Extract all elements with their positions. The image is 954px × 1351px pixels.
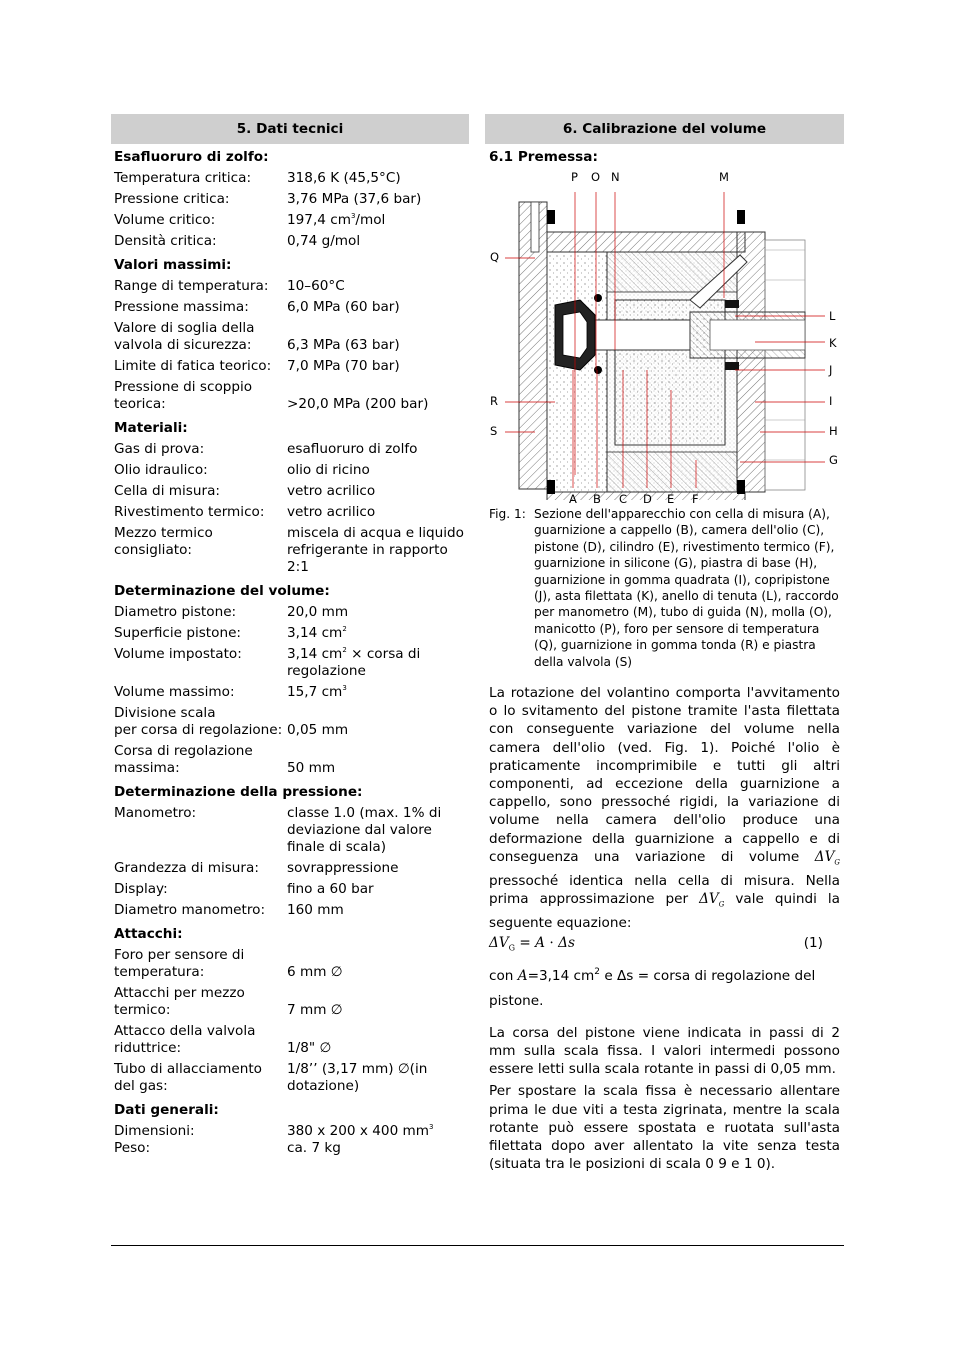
spec-key: Tubo di allacciamento del gas: [114, 1061, 262, 1094]
figure-label-n: N [611, 170, 620, 184]
spec-key: Divisione scala per corsa di regolazione: [114, 705, 283, 738]
subsection-heading: 6.1 Premessa: [489, 149, 598, 165]
paragraph-text: La rotazione del volantino comporta l'avvitamento o lo svitamento del pistone tramite l'asta filettata con conseguente variazione del volume nella camera dell'olio (ved. Fig. 1). Poiché l'olio è praticamente incomprimibile e tutti gli altri componenti, ad eccezione della guarnizione a cappello, sono pressoché rigidi, la variazione di volume nella camera dell'olio produce una deformazione della guarnizione a cappello e di conseguenza una variazione di volume [489, 685, 840, 865]
spec-row [111, 523, 469, 578]
figure-label-j: J [829, 363, 833, 377]
figure-label-g: G [829, 453, 838, 467]
spec-key: Densità critica: [114, 233, 217, 249]
spec-value: 6,0 MPa (60 bar) [287, 299, 400, 315]
spec-row [111, 1059, 469, 1097]
figure-label-m: M [719, 170, 729, 184]
spec-value: sovrappressione [287, 860, 399, 876]
figure-label-h: H [829, 424, 838, 438]
figure-label-a: A [569, 492, 577, 506]
spec-value: 1/8" ∅ [287, 1040, 332, 1056]
spec-section-title: Attacchi: [114, 926, 183, 942]
figure-label-l: L [829, 309, 836, 323]
figure-caption [489, 506, 844, 670]
spec-value: 6 mm ∅ [287, 964, 343, 980]
equation-1 [489, 932, 823, 960]
spec-section-title: Determinazione del volume: [114, 583, 330, 599]
figure-label-i: I [829, 394, 833, 408]
spec-key: Corsa di regolazione massima: [114, 743, 253, 776]
spec-key: Pressione di scoppio teorica: [114, 379, 253, 412]
spec-row [111, 297, 469, 318]
figure-label-s: S [490, 424, 498, 438]
spec-key: Mezzo termico consigliato: [114, 525, 213, 558]
spec-row [111, 703, 469, 741]
equation-explanation: con A=3,14 $cm^2$ e Δs = corsa di regolazione del pistone. [489, 966, 816, 1009]
spec-row [111, 168, 469, 189]
spec-key: Pressione critica: [114, 191, 230, 207]
spec-row [111, 983, 469, 1021]
spec-section-title: Determinazione della pressione: [114, 784, 363, 800]
spec-table [111, 803, 469, 921]
footer-rule [111, 1245, 844, 1246]
spec-value: 3,14 $cm^2$ × corsa di regolazione [287, 646, 421, 679]
spec-key: Limite di fatica teorico: [114, 358, 272, 374]
spec-key: Volume impostato: [114, 646, 242, 662]
spec-value: 3,76 MPa (37,6 bar) [287, 191, 422, 207]
spec-key: Olio idraulico: [114, 462, 208, 478]
spec-table [111, 1121, 469, 1159]
spec-value: 20,0 mm [287, 604, 349, 620]
spec-row [111, 945, 469, 983]
figure-label-p: P [571, 170, 578, 184]
technical-data-column [111, 114, 469, 1159]
spec-value: classe 1.0 (max. 1% di deviazione dal valore finale di scala) [287, 805, 442, 855]
spec-section-title: Materiali: [114, 420, 188, 436]
figure-label-b: B [593, 492, 601, 506]
equation-number: (1) [803, 935, 823, 952]
spec-value: 7,0 MPa (70 bar) [287, 358, 400, 374]
figure-label-r: R [490, 394, 498, 408]
spec-row [111, 741, 469, 779]
spec-key: Volume massimo: [114, 684, 235, 700]
spec-row [111, 189, 469, 210]
spec-section-title: Esafluoruro di zolfo: [114, 149, 269, 165]
spec-value: esafluoruro di zolfo [287, 441, 418, 457]
spec-key: Rivestimento termico: [114, 504, 265, 520]
section-heading-volume-calibration: 6. Calibrazione del volume [485, 114, 844, 144]
spec-value: 15,7 $cm^3$ [287, 684, 347, 700]
delta-vg-symbol: $\Delta V_G$ [814, 848, 840, 867]
spec-row [111, 356, 469, 377]
spec-value: >20,0 MPa (200 bar) [287, 396, 429, 412]
spec-value: 0,05 mm [287, 722, 349, 738]
paragraph-piston-rotation [489, 684, 840, 932]
spec-key: Attacchi per mezzo termico: [114, 985, 245, 1018]
spec-row [111, 276, 469, 297]
figure-caption-label: Fig. 1: [489, 507, 526, 521]
spec-row [111, 1121, 469, 1159]
spec-row [111, 460, 469, 481]
spec-row [111, 502, 469, 523]
spec-row [111, 644, 469, 682]
figure-label-f: F [692, 492, 699, 506]
cross-section-drawing [485, 170, 844, 500]
spec-table [111, 439, 469, 578]
spec-row [111, 210, 469, 231]
spec-value: 318,6 K (45,5°C) [287, 170, 401, 186]
equation-formula: $\Delta V_G = A \cdot \Delta s$ [489, 935, 575, 953]
figure-label-c: C [619, 492, 628, 506]
figure-label-k: K [829, 336, 837, 350]
figure-caption-text: Sezione dell'apparecchio con cella di misura (A), guarnizione a cappello (B), camera dell'olio (C), pistone (D), cilindro (E), rivestimento termico (F), guarnizione in silicone (G), piastra di base (H), guarnizione in gomma quadrata (I), copripistone (J), asta filettata (K), anello di tenuta (L), raccordo per manometro (M), tubo di guida (N), molla (O), manicotto (P), foro per sensore di temperatura (Q), guarnizione in gomma tonda (R) e piastra della valvola (S) [534, 507, 839, 669]
spec-table [111, 945, 469, 1097]
spec-key: Gas di prova: [114, 441, 205, 457]
spec-row [111, 858, 469, 879]
paragraph-text: pressoché identica nella cella di misura. Nella prima approssimazione per [489, 872, 840, 908]
spec-key: Superficie pistone: [114, 625, 242, 641]
spec-key: Diametro pistone: [114, 604, 237, 620]
spec-key: Display: [114, 881, 168, 897]
spec-key: Attacco della valvola riduttrice: [114, 1023, 256, 1056]
spec-value: fino a 60 bar [287, 881, 374, 897]
spec-value: 1/8’’ (3,17 mm) ∅(in dotazione) [287, 1061, 428, 1094]
section-heading-technical-data: 5. Dati tecnici [111, 114, 469, 144]
figure-label-e: E [667, 492, 675, 506]
figure-label-o: O [591, 170, 601, 184]
spec-value: 6,3 MPa (63 bar) [287, 337, 400, 353]
paragraph-scale-adjustment: Per spostare la scala fissa è necessario allentare prima le due viti a testa zigrinata, mentre la scala rotante può essere spostata e ruotata sull'asta filettata dopo aver allentato la vite senza testa (situata tra le posizioni di scala 0 9 e 1 0). [489, 1083, 840, 1173]
technical-data-tables [111, 149, 469, 1159]
spec-key: Foro per sensore di temperatura: [114, 947, 245, 980]
paragraph-piston-stroke: La corsa del pistone viene indicata in passi di 2 mm sulla scala fissa. I valori intermedi possono essere letti sulla scala rotante in passi di 0,05 mm. [489, 1024, 840, 1078]
spec-row [111, 1021, 469, 1059]
spec-value: 160 mm [287, 902, 344, 918]
spec-value: vetro acrilico [287, 483, 376, 499]
spec-key: Cella di misura: [114, 483, 221, 499]
spec-row [111, 900, 469, 921]
spec-key: Volume critico: [114, 212, 216, 228]
spec-value: 3,14 $cm^2$ [287, 625, 347, 641]
figure-label-q: Q [490, 250, 500, 264]
spec-key: Temperatura critica: [114, 170, 252, 186]
spec-key: Manometro: [114, 805, 197, 821]
spec-key: Grandezza di misura: [114, 860, 259, 876]
spec-key: Pressione massima: [114, 299, 249, 315]
spec-row [111, 682, 469, 703]
spec-section-title: Valori massimi: [114, 257, 232, 273]
spec-table [111, 276, 469, 415]
delta-vg-symbol: $\Delta V_G$ [699, 891, 725, 909]
spec-value: 50 mm [287, 760, 336, 776]
figure-label-d: D [643, 492, 652, 506]
spec-row [111, 803, 469, 858]
spec-value: 197,4 $cm^3$/mol [287, 212, 386, 228]
spec-row [111, 231, 469, 252]
spec-row [111, 879, 469, 900]
spec-value: 7 mm ∅ [287, 1002, 343, 1018]
spec-section-title: Dati generali: [114, 1102, 219, 1118]
spec-table [111, 168, 469, 252]
spec-key: Valore di soglia della valvola di sicurezza: [114, 320, 255, 353]
spec-value: olio di ricino [287, 462, 370, 478]
spec-value: vetro acrilico [287, 504, 376, 520]
spec-key: Dimensioni: Peso: [114, 1123, 195, 1156]
spec-row [111, 602, 469, 623]
spec-value: 10–60°C [287, 278, 345, 294]
spec-row [111, 481, 469, 502]
spec-value: 380 x 200 x 400 $mm^3$ ca. 7 kg [287, 1123, 434, 1156]
spec-row [111, 318, 469, 356]
spec-table [111, 602, 469, 779]
spec-row [111, 439, 469, 460]
spec-row [111, 623, 469, 644]
spec-row [111, 377, 469, 415]
paragraph-text: vale quindi la seguente equazione: [489, 891, 841, 931]
spec-key: Range di temperatura: [114, 278, 269, 294]
spec-value: 0,74 g/mol [287, 233, 361, 249]
spec-value: miscela di acqua e liquido refrigerante in rapporto 2:1 [287, 525, 464, 575]
apparatus-cross-section-figure [485, 170, 844, 506]
spec-key: Diametro manometro: [114, 902, 266, 918]
volume-calibration-column [485, 114, 844, 1173]
